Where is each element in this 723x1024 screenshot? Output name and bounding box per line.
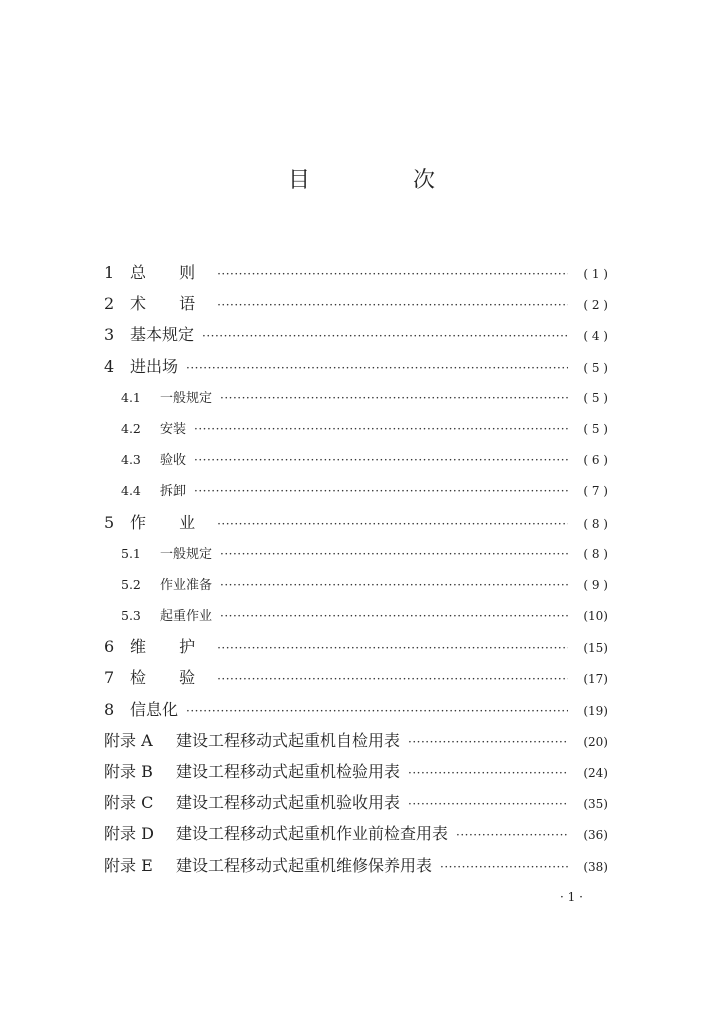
- toc-entry-label: 作业准备: [160, 577, 213, 593]
- toc-entry[interactable]: [104, 507, 608, 538]
- toc-entry-label: 检 验: [130, 668, 210, 688]
- toc-entry-number: 4: [104, 356, 115, 376]
- toc-entry-number: 6: [104, 637, 115, 657]
- toc-entry-number: 4.2: [121, 420, 141, 436]
- toc-entry-page: ( 5 ): [583, 360, 608, 375]
- toc-leader-dots: [186, 696, 568, 727]
- toc-entry-page: ( 1 ): [583, 267, 608, 281]
- table-of-contents: [104, 257, 608, 881]
- toc-leader-dots: [220, 570, 568, 601]
- toc-leader-dots: [220, 383, 568, 414]
- toc-entry-label: 建设工程移动式起重机检验用表: [176, 762, 401, 781]
- toc-entry-number: 4.4: [121, 483, 141, 499]
- toc-entry-label: 建设工程移动式起重机验收用表: [176, 793, 401, 813]
- toc-leader-dots: [194, 445, 568, 476]
- toc-entry-number: 4.1: [121, 389, 141, 405]
- toc-entry-page: (17): [583, 672, 608, 687]
- toc-entry-label: 一般规定: [160, 546, 213, 562]
- toc-entry-page: ( 5 ): [583, 390, 608, 405]
- toc-leader-dots: [440, 852, 568, 883]
- toc-entry-number: 4.3: [121, 452, 141, 468]
- toc-entry[interactable]: [104, 725, 608, 756]
- toc-entry-label: 总 则: [130, 263, 210, 282]
- toc-leader-dots: [194, 414, 568, 445]
- toc-entry[interactable]: [104, 444, 608, 475]
- toc-entry[interactable]: [104, 850, 608, 881]
- toc-entry-page: (35): [583, 797, 608, 812]
- toc-entry-number: 附录 A: [104, 730, 153, 750]
- toc-leader-dots: [217, 664, 568, 695]
- toc-entry-number: 8: [104, 699, 115, 719]
- toc-entry[interactable]: [104, 569, 608, 600]
- toc-entry[interactable]: [104, 288, 608, 319]
- toc-leader-dots: [220, 601, 568, 632]
- toc-entry-number: 5.1: [121, 545, 141, 561]
- toc-entry-label: 一般规定: [160, 390, 213, 406]
- toc-entry-number: 7: [104, 668, 115, 688]
- toc-entry-page: ( 8 ): [583, 516, 608, 531]
- toc-entry-label: 拆卸: [160, 484, 187, 500]
- toc-entry-number: 1: [104, 263, 115, 282]
- toc-entry-label: 起重作业: [160, 609, 213, 625]
- toc-entry-page: ( 4 ): [583, 329, 608, 344]
- toc-entry-label: 作 业: [130, 512, 210, 532]
- toc-entry-label: 安装: [160, 421, 187, 437]
- toc-entry-number: 3: [104, 325, 115, 345]
- toc-entry-number: 5: [104, 512, 115, 532]
- toc-leader-dots: [408, 727, 568, 758]
- toc-entry[interactable]: [104, 257, 608, 288]
- toc-entry[interactable]: [104, 475, 608, 506]
- toc-entry-page: ( 5 ): [583, 421, 608, 436]
- toc-entry[interactable]: [104, 413, 608, 444]
- toc-entry[interactable]: [104, 600, 608, 631]
- toc-leader-dots: [217, 633, 568, 664]
- toc-entry-page: (19): [583, 703, 608, 718]
- toc-entry[interactable]: [104, 319, 608, 350]
- page-number: · 1 ·: [560, 890, 583, 904]
- toc-entry-page: ( 2 ): [583, 298, 608, 313]
- toc-entry-page: ( 9 ): [583, 577, 608, 592]
- toc-entry[interactable]: [104, 694, 608, 725]
- toc-entry[interactable]: [104, 538, 608, 569]
- toc-leader-dots: [202, 321, 568, 352]
- toc-leader-dots: [217, 259, 568, 290]
- toc-leader-dots: [194, 476, 568, 507]
- toc-entry-number: 5.2: [121, 576, 141, 592]
- toc-leader-dots: [408, 758, 568, 789]
- toc-entry-page: (10): [583, 609, 608, 624]
- toc-entry-page: (24): [583, 766, 608, 780]
- toc-entry-page: ( 6 ): [583, 453, 608, 468]
- toc-entry-page: (36): [583, 828, 608, 843]
- toc-entry-label: 建设工程移动式起重机维修保养用表: [176, 855, 433, 875]
- toc-entry[interactable]: [104, 787, 608, 818]
- toc-entry-page: (38): [583, 859, 608, 874]
- toc-entry-number: 2: [104, 294, 115, 314]
- toc-entry[interactable]: [104, 631, 608, 662]
- toc-entry-number: 附录 B: [104, 762, 153, 781]
- toc-entry-page: ( 7 ): [583, 484, 608, 499]
- toc-leader-dots: [408, 789, 568, 820]
- toc-entry-page: (15): [583, 641, 608, 656]
- toc-entry[interactable]: [104, 756, 608, 787]
- toc-entry[interactable]: [104, 382, 608, 413]
- toc-leader-dots: [217, 509, 568, 540]
- toc-entry-page: ( 8 ): [583, 546, 608, 561]
- toc-entry-label: 基本规定: [130, 325, 195, 345]
- toc-entry-label: 进出场: [130, 356, 179, 376]
- toc-leader-dots: [220, 539, 568, 570]
- toc-entry-label: 验收: [160, 453, 187, 469]
- toc-entry[interactable]: [104, 818, 608, 849]
- toc-entry-number: 附录 D: [104, 824, 154, 844]
- toc-leader-dots: [217, 290, 568, 321]
- toc-entry-label: 术 语: [130, 294, 210, 314]
- toc-entry-number: 附录 C: [104, 793, 154, 813]
- toc-entry-label: 维 护: [130, 637, 210, 657]
- toc-entry-page: (20): [583, 734, 608, 749]
- toc-entry-label: 建设工程移动式起重机自检用表: [176, 730, 401, 750]
- toc-entry[interactable]: [104, 662, 608, 693]
- toc-entry-label: 建设工程移动式起重机作业前检查用表: [176, 824, 449, 844]
- page-title: 目 次: [288, 168, 483, 193]
- toc-entry-number: 附录 E: [104, 855, 153, 875]
- toc-entry[interactable]: [104, 351, 608, 382]
- toc-leader-dots: [186, 353, 568, 384]
- toc-entry-label: 信息化: [130, 699, 179, 719]
- toc-entry-number: 5.3: [121, 608, 141, 624]
- toc-leader-dots: [456, 820, 568, 851]
